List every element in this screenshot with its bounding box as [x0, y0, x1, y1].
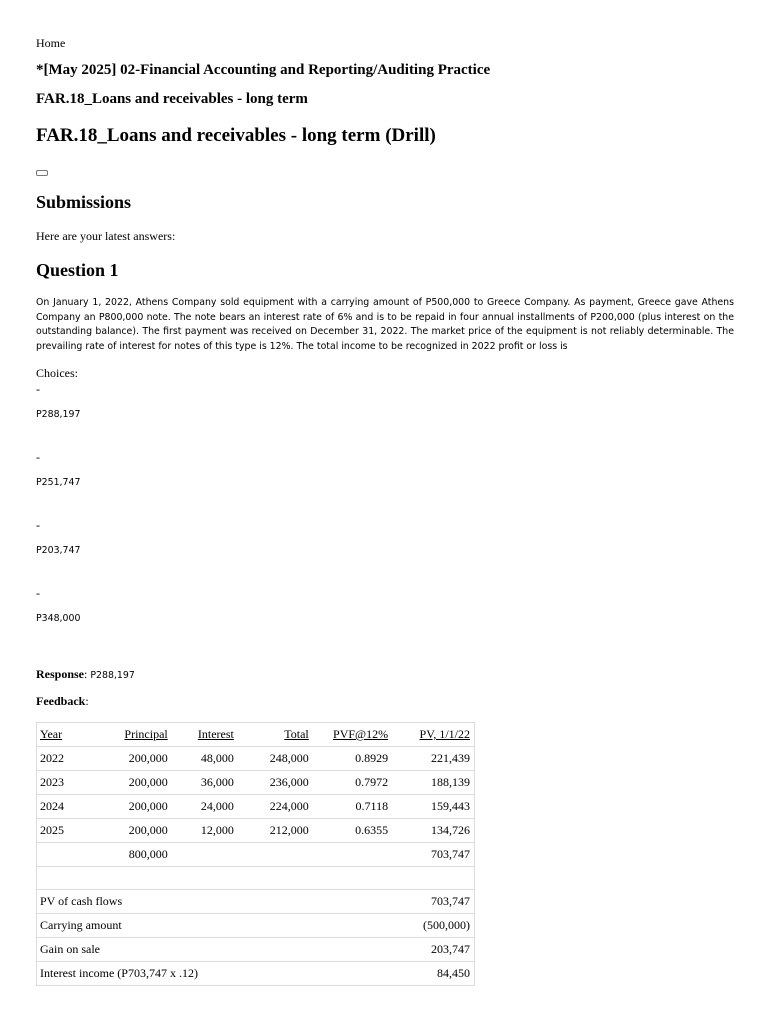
summary-row	[37, 890, 475, 914]
question-heading: Question 1	[36, 260, 119, 280]
cell-pv: 159,443	[392, 795, 474, 819]
question-text: On January 1, 2022, Athens Company sold equipment with a carrying amount of P500,000 to Greece Company. As payment, Greece gave Athens Company an P800,000 note. The note bears an interest rate of 6% and is to be repaid in four annual installments of P200,000 (plus interest on the outstanding balance). The first payment was received on December 31, 2022. The market price of the equipment is not reliably determinable. The prevailing rate of interest for notes of this type is 12%. The total income to be recognized in 2022 profit or loss is	[36, 297, 734, 352]
cell-pvf: 0.8929	[313, 747, 392, 771]
cell-empty	[172, 843, 238, 867]
header-year: Year	[37, 723, 98, 747]
summary-row	[37, 962, 475, 986]
cell-total: 248,000	[238, 747, 313, 771]
response-value: P288,197	[90, 670, 135, 681]
total-principal: 800,000	[98, 843, 172, 867]
cell-empty	[313, 843, 392, 867]
summary-row	[37, 914, 475, 938]
choices-label: Choices:	[36, 366, 78, 380]
cell-total: 236,000	[238, 771, 313, 795]
response-label: Response	[36, 667, 85, 681]
summary-value: 84,450	[392, 962, 474, 986]
cell-principal: 200,000	[98, 771, 172, 795]
breadcrumb-home[interactable]: Home	[36, 36, 66, 50]
header-interest: Interest	[172, 723, 238, 747]
summary-value: 203,747	[392, 938, 474, 962]
table-row	[37, 771, 475, 795]
header-pvf: PVF@12%	[313, 723, 392, 747]
header-pv: PV, 1/1/22	[392, 723, 474, 747]
cell-interest: 12,000	[172, 819, 238, 843]
cell-pv: 221,439	[392, 747, 474, 771]
cell-pvf: 0.6355	[313, 819, 392, 843]
response-separator: :	[84, 667, 88, 681]
feedback-separator: :	[85, 694, 89, 708]
latest-answers-text: Here are your latest answers:	[36, 229, 176, 243]
choice-marker: -	[36, 450, 40, 464]
cell-principal: 200,000	[98, 819, 172, 843]
choice-marker: -	[36, 382, 40, 396]
summary-label: PV of cash flows	[37, 890, 393, 914]
cell-pvf: 0.7972	[313, 771, 392, 795]
summary-row	[37, 938, 475, 962]
cell-total: 212,000	[238, 819, 313, 843]
cell-pvf: 0.7118	[313, 795, 392, 819]
cell-year: 2023	[37, 771, 98, 795]
table-row	[37, 795, 475, 819]
cell-interest: 48,000	[172, 747, 238, 771]
choice-option-3: P203,747	[36, 545, 81, 556]
cell-year: 2024	[37, 795, 98, 819]
submissions-heading: Submissions	[36, 192, 132, 212]
summary-value: 703,747	[392, 890, 474, 914]
cell-principal: 200,000	[98, 795, 172, 819]
cell-empty	[37, 867, 475, 890]
choice-option-1: P288,197	[36, 409, 81, 420]
choice-option-4: P348,000	[36, 613, 81, 624]
header-principal: Principal	[98, 723, 172, 747]
feedback-label: Feedback	[36, 694, 86, 708]
cell-pv: 188,139	[392, 771, 474, 795]
summary-label: Gain on sale	[37, 938, 393, 962]
response-line	[36, 667, 135, 682]
page-title: FAR.18_Loans and receivables - long term (Drill)	[36, 125, 436, 146]
total-pv: 703,747	[392, 843, 474, 867]
table-header-row	[37, 723, 475, 747]
cell-year: 2025	[37, 819, 98, 843]
cell-principal: 200,000	[98, 747, 172, 771]
summary-value: (500,000)	[392, 914, 474, 938]
table-spacer-row	[37, 867, 475, 890]
table-totals-row	[37, 843, 475, 867]
cell-pv: 134,726	[392, 819, 474, 843]
choice-marker: -	[36, 518, 40, 532]
cell-year: 2022	[37, 747, 98, 771]
cell-total: 224,000	[238, 795, 313, 819]
header-total: Total	[238, 723, 313, 747]
collapse-toggle-button[interactable]	[36, 170, 48, 176]
course-title: *[May 2025] 02-Financial Accounting and Reporting/Auditing Practice	[36, 62, 491, 78]
feedback-table	[36, 722, 475, 986]
cell-empty	[238, 843, 313, 867]
feedback-line	[36, 694, 89, 709]
cell-interest: 24,000	[172, 795, 238, 819]
cell-empty	[37, 843, 98, 867]
table-row	[37, 819, 475, 843]
choice-option-2: P251,747	[36, 477, 81, 488]
choice-marker: -	[36, 586, 40, 600]
cell-interest: 36,000	[172, 771, 238, 795]
unit-title: FAR.18_Loans and receivables - long term	[36, 91, 308, 107]
table-row	[37, 747, 475, 771]
summary-label: Interest income (P703,747 x .12)	[37, 962, 393, 986]
summary-label: Carrying amount	[37, 914, 393, 938]
